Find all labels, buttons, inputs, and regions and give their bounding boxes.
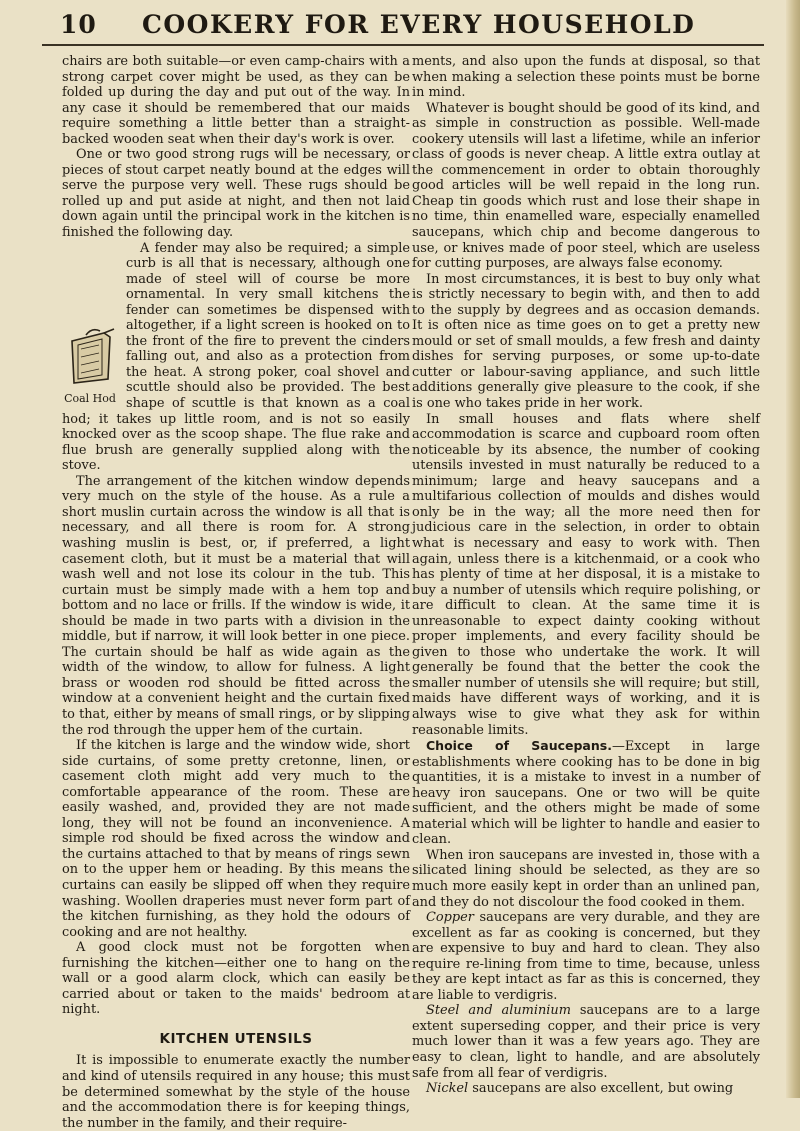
paragraph <box>412 1003 760 1081</box>
paragraph: A fender may also be required; a simple curb is all that is necessary, although one made of steel will of course be more ornamental. In very small kitchens the fender can sometimes be dispensed with altogether, if a light screen is hooked on to the front of the fire to prevent the cinders falling out, and also as a protection from the heat. A strong poker, coal shovel and scuttle should also be provided. The best shape of scuttle is that known as a coal hod; it takes up little room, and is not so easily knocked over as the scoop shape. The flue rake and flue brush are generally supplied along with the stove. <box>62 240 410 474</box>
page-header <box>42 4 764 46</box>
paragraph: In most circumstances, it is best to buy only what is strictly necessary to begin with, and then to add to the supply by degrees and as occasion demands. It is often nice as time goes on to get a pretty new mould or set of small moulds, a few fresh and dainty dishes for serving purposes, or some up-to-date cutter or labour-saving appliance, and such little additions generally give pleasure to the cook, if she is one who takes pride in her work. <box>412 271 760 412</box>
page-edge-shadow <box>786 0 800 1098</box>
run-in-heading: Choice of Saucepans. <box>426 738 612 754</box>
running-head: COOKERY FOR EVERY HOUSEHOLD <box>142 10 696 39</box>
paragraph-text: —Except in large establishments where cooking has to be done in big quantities, it is a mistake to invest in a number of heavy iron saucepans. One or two will be quite sufficient, and the others might be made of some material which will be lighter to handle and easier to clean. <box>412 739 760 848</box>
italic-term: Nickel <box>426 1081 469 1097</box>
paragraph: The arrangement of the kitchen window depends very much on the style of the house. As a rule a short muslin curtain across the window is all that is necessary, and all there is room for. A strong washing muslin is best, or, if preferred, a light casement cloth, but it must be a material that will wash well and not lose its colour in the tub. This curtain must be simply made with a hem top and bottom and no lace or frills. If the window is wide, it should be made in two parts with a division in the middle, but if narrow, it will look better in one piece. The curtain should be half as wide again as the width of the window, to allow for fulness. A light brass or wooden rod should be fitted across the window at a convenient height and the curtain fixed to that, either by means of small rings, or by slipping the rod through the upper hem of the curtain. <box>62 473 410 738</box>
paragraph: If the kitchen is large and the window wide, short side curtains, of some pretty cretonne, linen, or casement cloth might add very much to the comfortable appearance of the room. These are easily washed, and, provided they are not made long, they will not be found an inconvenience. A simple rod should be fixed across the window and the curtains attached to that by means of rings sewn on to the upper hem or heading. By this means the curtains can easily be slipped off when they require washing. Woollen draperies must never form part of the kitchen furnishing, as they hold the odours of cooking and are not healthy. <box>62 738 410 940</box>
page-number: 10 <box>60 10 97 39</box>
paragraph: Whatever is bought should be good of its kind, and as simple in construction as possible. Well-made cookery utensils will last a lifetime, while an inferior class of goods is never cheap. A little extra outlay at the commencement in order to obtain thoroughly good articles will be well repaid in the long run. Cheap tin goods which rust and lose their shape in no time, thin enamelled ware, especially enamelled saucepans, which chip and become dangerous to use, or knives made of poor steel, which are useless for cutting purposes, are always false economy. <box>412 100 760 272</box>
figure-caption: Coal Hod <box>64 391 116 405</box>
header-rule <box>42 44 764 46</box>
section-heading: KITCHEN UTENSILS <box>159 1030 313 1047</box>
paragraph <box>412 910 760 1003</box>
paragraph <box>412 738 760 848</box>
paragraph: ments, and also upon the funds at disposal, so that when making a selection these points must be borne in mind. <box>412 54 760 101</box>
paragraph-text: saucepans are to a large extent superseding copper, and their price is very much lower than it was a few years ago. They are easy to clean, light to handle, and are absolutely safe from all fear of verdigris. <box>412 1003 760 1081</box>
paragraph-text: saucepans are very durable, and they are excellent as far as cooking is concerned, but they are expensive to buy and hard to clean. They also require re-lining from time to time, because, unless they are kept intact as far as this is concerned, they are liable to verdigris. <box>412 910 760 1003</box>
coal-hod-figure <box>60 327 120 407</box>
paragraph: A good clock must not be forgotten when furnishing the kitchen—either one to hang on the wall or a good alarm clock, which can easily be carried about or taken to the maids' bedroom at night. <box>62 940 410 1018</box>
paragraph: It is impossible to enumerate exactly the number and kind of utensils required in any house; this must be determined somewhat by the style of the house and the accommodation there is for keeping things, the number in the family, and their require- <box>62 1053 410 1131</box>
paragraph-text: saucepans are also excellent, but owing <box>468 1081 734 1097</box>
coal-hod-illustration <box>64 327 116 387</box>
right-column <box>412 54 760 1097</box>
paragraph: In small houses and flats where shelf accommodation is scarce and cupboard room often noticeable by its absence, the number of cooking utensils invested in must naturally be reduced to a minimum; large and heavy saucepans and a multifarious collection of moulds and dishes would only be in the way; all the more need then for judicious care in the selection, in order to obtain what is necessary and easy to work with. Then again, unless there is a kitchenmaid, or a cook who has plenty of time at her disposal, it is a mistake to buy a number of utensils which require polishing, or are difficult to clean. At the same time it is unreasonable to expect dainty cooking without proper implements, and every facility should be given to those who undertake the work. It will generally be found that the better the cook the smaller number of utensils she will require; but still, maids have different ways of working, and it is always wise to give what they ask for within reasonable limits. <box>412 411 760 738</box>
paragraph: One or two good strong rugs will be necessary, or pieces of stout carpet neatly bound at the edges will serve the purpose very well. These rugs should be rolled up and put aside at night, and then not laid down again until the principal work in the kitchen is finished the following day. <box>62 147 410 241</box>
paragraph: When iron saucepans are invested in, those with a silicated lining should be selected, as they are so much more easily kept in order than an unlined pan, and they do not discolour the food cooked in them. <box>412 847 760 910</box>
left-column <box>62 54 410 1131</box>
paragraph <box>412 1081 760 1097</box>
paragraph: chairs are both suitable—or even camp-chairs with a strong carpet cover might be used, as they can be folded up during the day and put out of the way. In any case it should be remembered that our maids require something a little better than a straight-backed wooden seat when their day's work is over. <box>62 54 410 147</box>
italic-term: Copper <box>426 910 474 926</box>
italic-term: Steel and aluminium <box>426 1003 571 1019</box>
